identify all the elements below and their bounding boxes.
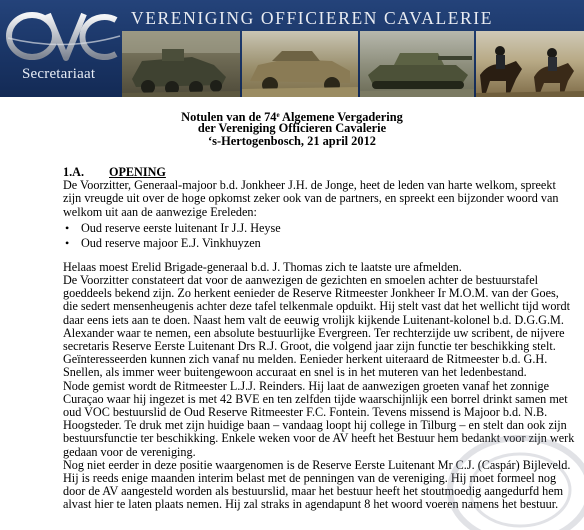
paragraph-board: De Voorzitter constateert dat voor de aanwezigen de gezichten en smoelen achter de bestuurstafel goeddeels bekend zijn. Zo herkent eenieder de Reserve Ritmeester Jonkheer Ir M.O.M. van der Goes, die sedert mensenheugenis achter deze tafel telkenmale opduikt. Hij stelt vast dat het wellicht tijd wordt daar eens iets aan te doen. Naast hem valt de eeuwig vrolijk kijkende Luitenant-kolonel b.d. D.G.G.M. Alexander waar te nemen, een absolute bestuurlijke Evergreen. Ter rechterzijde uw scribent, de nijvere secretaris Reserve Eerste Luitenant Drs R.J. Groot, die volgend jaar zijn functie ter beschikking stelt. Geïnteresseerden kunnen zich vanaf nu melden. Eenieder herkent uiteraard de Ritmeester b.d. G.H. Snellen, als immer weer buitengewoon accuraat en snel is in het muteren van het ledenbestand. <box>63 273 570 380</box>
photo-tank <box>360 31 474 97</box>
paragraph-absent: Node gemist wordt de Ritmeester L.J.J. Reinders. Hij laat de aanwezigen groeten vanaf het zonnige Curaçao waar hij ingezet is met 42 BVE en ten zelfden tijde waarschijnlijk een borrel drinkt samen met oud VOC bestuurslid de Oud Reserve Ritmeester F.C. Fontein. Tevens missend is Majoor b.d. N.B. Hoogsteder. Te druk met zijn huidige baan – vandaag loopt hij college in Tilburg – en stelt dan ook zijn bestuursfunctie ter beschikking. Enkele weken voor de AV heeft het Bestuur hem bedankt voor zijn werk gedaan voor de vereniging. <box>63 378 575 459</box>
honorary-members-list <box>63 221 575 251</box>
paragraph-welcome: De Voorzitter, Generaal-majoor b.d. Jonkheer J.H. de Jonge, heet de leden van harte welkom, spreekt zijn vreugde uit over de hoge opkomst zeker ook van de partners, en spreekt een bijzonder woord van welkom uit aan de aanwezige Ereleden: <box>63 178 559 219</box>
banner-title: VERENIGING OFFICIEREN CAVALERIE <box>131 8 494 28</box>
list-item: • Oud reserve majoor E.J. Vinkhuyzen <box>81 236 575 251</box>
ovc-logo <box>0 0 124 97</box>
photo-armored-vehicle <box>122 31 240 97</box>
ovc-emblem-icon <box>4 8 122 66</box>
paragraph-treasurer: Nog niet eerder in deze positie waargenomen is de Reserve Eerste Luitenant Mr C.J. (Caspár) Bijleveld. Hij is reeds enige maanden interim belast met de penningen van de vereniging. Hij moet formeel nog door de AV aangesteld worden als bestuurslid, maar het bestuur heeft het stoutmoedig aangedurfd hem alvast hier te laten plaats nemen. Hij zal straks in agendapunt 8 het woord voeren namens het bestuur. <box>63 457 571 512</box>
watermark-stamp-icon <box>430 420 584 530</box>
secretariaat-label: Secretariaat <box>22 66 96 82</box>
list-item: • Oud reserve eerste luitenant Ir J.J. Heyse <box>81 221 575 236</box>
photo-fennek-vehicle <box>242 31 358 97</box>
document-title-line3: ‘s-Hertogenbosch, 21 april 2012 <box>208 134 376 148</box>
section-number: 1.A. <box>63 165 84 179</box>
header-banner <box>0 0 584 97</box>
photo-horse-riders <box>476 31 584 97</box>
section-title: OPENING <box>109 165 166 179</box>
document-title-line1: Notulen van de 74e Algemene Vergadering <box>181 110 403 124</box>
banner-photos <box>122 31 584 97</box>
paragraph-apology: Helaas moest Erelid Brigade-generaal b.d. J. Thomas zich te laatste ure afmelden. <box>63 259 462 274</box>
document-title-line2: der Vereniging Officieren Cavalerie <box>197 121 387 135</box>
